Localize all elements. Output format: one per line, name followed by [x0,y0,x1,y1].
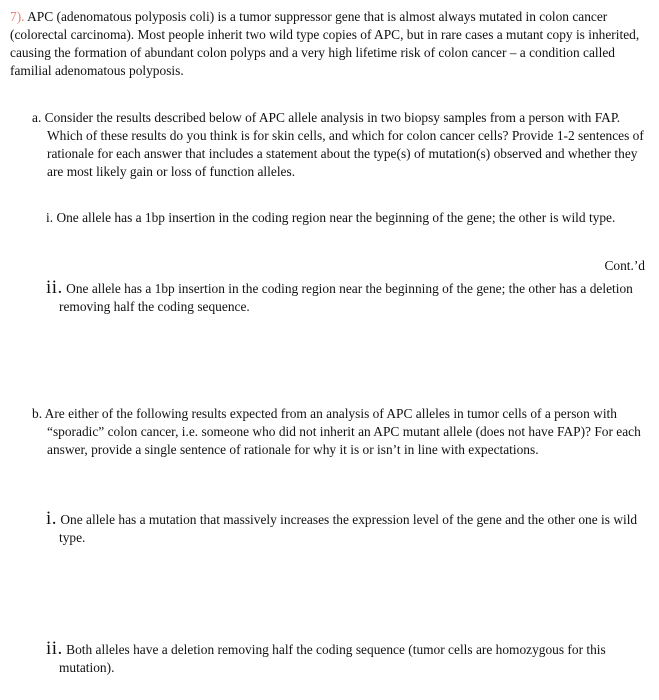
part-a-label: a. [32,110,42,125]
part-b-prompt [32,405,652,459]
question-intro-text: APC (adenomatous polyposis coli) is a tumor suppressor gene that is almost always mutated in colon cancer (colorectal carcinoma). Most people inherit two wild type copies of APC, but in rare cases a mutant copy is inherited, causing the formation of abundant colon polyps and a very high lifetime risk of colon cancer – a condition called familial adenomatous polyposis. [10,9,640,78]
part-b-item-ii-label: ii. [46,638,63,659]
part-b-item-ii [46,640,659,677]
part-a-item-i-text: One allele has a 1bp insertion in the coding region near the beginning of the gene; the other is wild type. [56,210,616,225]
part-b-item-i-label: i. [46,508,58,529]
part-b-item-i-text: One allele has a mutation that massively increases the expression level of the gene and the other one is wild type. [59,512,638,545]
part-b-text: Are either of the following results expected from an analysis of APC alleles in tumor cells of a person with “sporadic” colon cancer, i.e. someone who did not inherit an APC mutant allele (does not have FAP)? For each answer, provide a single sentence of rationale for why it is or isn’t in line with expectations. [44,406,641,457]
part-a-item-i-label: i. [46,210,54,225]
part-a-prompt [32,109,647,181]
continued-note: Cont.’d [604,258,645,273]
question-number: 7). [10,9,25,24]
part-a-item-ii-label: ii. [46,277,63,298]
part-b-label: b. [32,406,43,421]
part-a-item-ii [46,279,659,316]
part-a-text: Consider the results described below of APC allele analysis in two biopsy samples from a person with FAP. Which of these results do you think is for skin cells, and which for colon cancer cells? Provide 1-2 sentences of rationale for each answer that includes a statement about the type(s) of mutation(s) observed and whether they are most likely gain or loss of function alleles. [44,110,644,179]
part-b-item-ii-text: Both alleles have a deletion removing half the coding sequence (tumor cells are homozygous for this mutation). [59,642,606,675]
part-a-item-ii-text: One allele has a 1bp insertion in the coding region near the beginning of the gene; the other has a deletion removing half the coding sequence. [59,281,633,314]
part-a-item-i [46,209,649,227]
part-b-item-i [46,510,659,547]
question-intro [10,8,650,80]
